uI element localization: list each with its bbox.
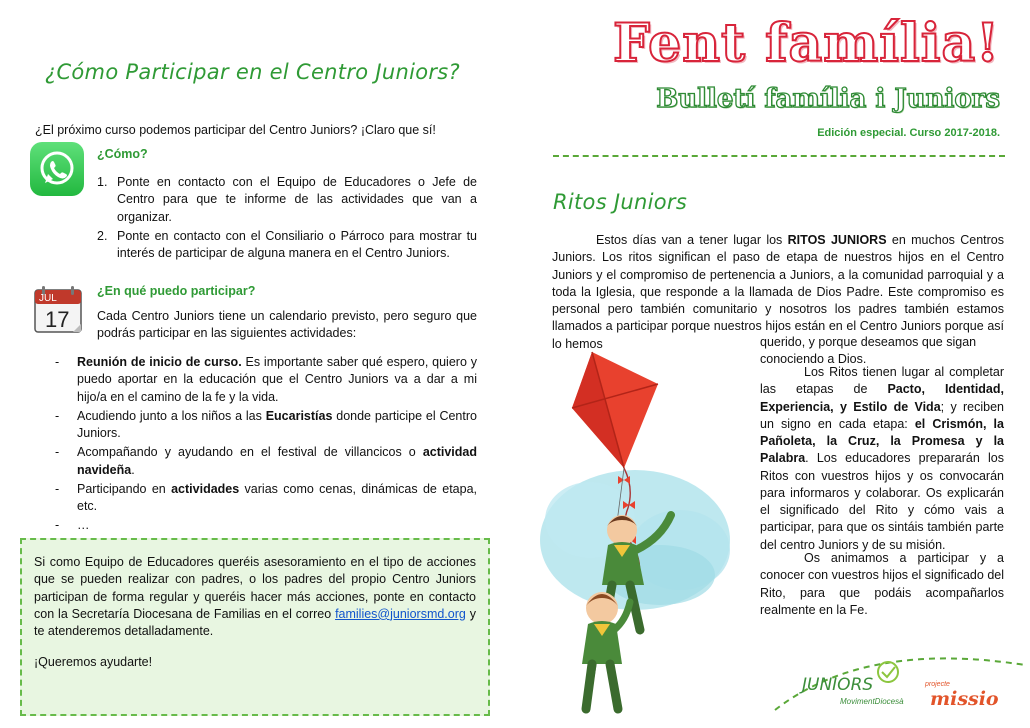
activity-bold: actividad navideña xyxy=(77,445,477,477)
list-item: - Reunión de inicio de curso. Es importante saber qué espero, quiero y puedo aportar en la educación que el Centro Juniors va a dar a mi hijo/a en el camino de la fe y la vida. xyxy=(55,355,477,404)
juniors-logo-sub: MovimentDiocesà xyxy=(840,697,904,706)
missio-logo: missio xyxy=(930,688,999,710)
section-divider xyxy=(553,155,1005,157)
where-paragraph: Cada Centro Juniors tiene un calendario previsto, pero seguro que podrás participar en las siguientes actividades: xyxy=(97,309,477,341)
left-title: ¿Cómo Participar en el Centro Juniors? xyxy=(45,60,460,84)
activity-text: varias como cenas, dinámicas de etapa, etc. xyxy=(77,481,477,513)
email-link[interactable]: families@juniorsmd.org xyxy=(335,606,466,621)
calendar-icon xyxy=(33,284,83,334)
activity-pre: … xyxy=(77,518,90,533)
where-heading: ¿En qué puedo participar? xyxy=(97,284,256,298)
activity-pre: Acudiendo junto a los niños a las xyxy=(77,408,266,423)
list-item xyxy=(97,174,477,226)
help-text: Si como Equipo de Educadores queréis asesoramiento en el tipo de acciones que se pueden realizar con padres, o los padres del propio Centro Juniors participan de forma regular y queréis hacer más acciones, ponte en contacto con la Secretaría Diocesana de Familias en el correo families@juniorsmd.org y te atenderemos detalladamente. xyxy=(34,555,476,638)
list-item xyxy=(97,228,477,263)
masthead-subtitle: Bulletí família i Juniors xyxy=(656,84,1000,114)
list-text: Ponte en contacto con el Consiliario o Párroco para mostrar tu interés de participar de alguna manera en el Centro Juniors. xyxy=(117,228,477,260)
activity-bold: actividades xyxy=(171,481,240,496)
list-number: 1. xyxy=(97,175,108,189)
juniors-logo: JUNIORS xyxy=(802,675,874,695)
activity-pre: Participando en xyxy=(77,481,172,496)
activity-bold: Reunión de inicio de curso. xyxy=(77,355,242,369)
how-heading: ¿Cómo? xyxy=(97,147,148,161)
projecte-label: projecte xyxy=(925,681,950,688)
ritos-paragraph-1: Estos días van a tener lugar los RITOS JUNIORS en muchos Centros Juniors. Los ritos significan el paso de etapa de nuestros hijos en el Centro Juniors y el compromiso de pertenencia a Juniors, a la comunidad parroquial y a toda la Iglesia, que responde a la llamada de Dios Padre. Este compromiso es personal pero también comunitario y nosotros los padres también estamos llamados a participar porque nuestros hijos están en el Centro Juniors porque así lo hemos xyxy=(552,233,1005,351)
activity-text: donde participe el Centro Juniors. xyxy=(77,408,477,440)
masthead-title: Fent família! xyxy=(613,13,1000,74)
kite-illustration xyxy=(530,340,760,728)
edition-label: Edición especial. Curso 2017-2018. xyxy=(817,127,1000,139)
ritos-title: Ritos Juniors xyxy=(553,190,688,214)
activity-bold: Eucaristías xyxy=(265,408,333,423)
list-item: - Acompañando y ayudando en el festival de villancicos o actividad navideña. xyxy=(55,445,477,477)
ritos-paragraph-3: Os animamos a participar y a conocer con vuestros hijos el significado del Rito, para que podáis acompañarlos realmente en la Fe. xyxy=(760,551,1004,617)
help-footer: ¡Queremos ayudarte! xyxy=(34,655,153,670)
list-text: Ponte en contacto con el Equipo de Educadores o Jefe de Centro para que te informe de las actividades que van a organizar. xyxy=(117,175,477,224)
logo-area xyxy=(770,650,1030,728)
calendar-month: JUL xyxy=(39,293,57,304)
activities-list xyxy=(55,354,477,537)
intro-text: ¿El próximo curso podemos participar del Centro Juniors? ¡Claro que sí! xyxy=(35,123,436,137)
calendar-day: 17 xyxy=(45,307,70,332)
activity-text: . xyxy=(131,462,135,477)
ritos-paragraph-1-end: querido, y porque deseamos que sigan conociendo a Dios. xyxy=(760,335,977,367)
list-item: - Participando en actividades varias como cenas, dinámicas de etapa, etc. xyxy=(55,481,477,513)
activity-pre: Acompañando y ayudando en el festival de villancicos o xyxy=(77,445,423,460)
activity-text: Es importante saber qué espero, quiero y puedo aportar en la educación que el Centro Juniors va a dar a mi hijo/a en el camino de la fe y la vida. xyxy=(77,355,477,404)
help-box xyxy=(20,538,490,716)
ritos-paragraph-2: Los Ritos tienen lugar al completar las etapas de Pacto, Identidad, Experiencia, y Estilo de Vida; y reciben un signo en cada etapa: el Crismón, la Pañoleta, la Cruz, la Promesa y la Palabra. Los educadores prepararán los Ritos con vuestros hijos y os convocarán para informaros y colaborar. Os explicarán el significado del Rito y cómo vais a participar, para que os sintáis también parte del centro Juniors y de su misión. xyxy=(760,365,1004,552)
whatsapp-icon xyxy=(30,142,84,196)
list-item: - Acudiendo junto a los niños a las Eucaristías donde participe el Centro Juniors. xyxy=(55,408,477,440)
list-number: 2. xyxy=(97,228,108,243)
how-list xyxy=(97,174,477,264)
list-item: - … xyxy=(55,518,90,533)
